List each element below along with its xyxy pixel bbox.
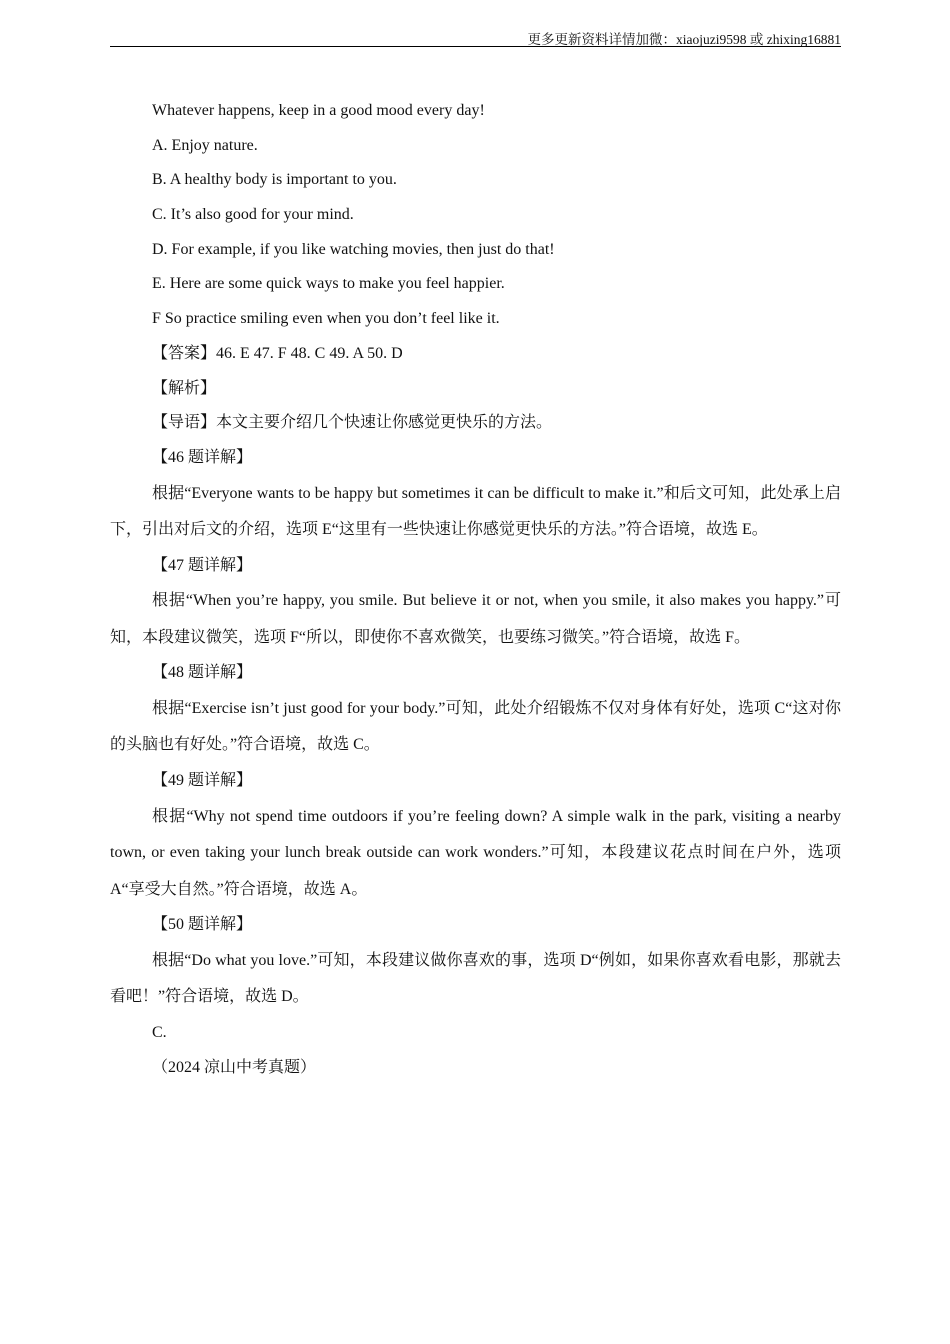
question-source: （2024 凉山中考真题） (152, 1058, 317, 1076)
detail-heading-47: 【47 题详解】 (152, 556, 253, 574)
detail-heading-46: 【46 题详解】 (152, 448, 253, 466)
detail-text-49: 根据“Why not spend time outdoors if you’re feeling down? A simple walk in the park, visiting a nearby town, or even taking your lunch break outside can work wonders.”可知，本段建议花点时间在户外，选项 A“享受大自然。”符合语境，故选 A。 (110, 807, 841, 898)
detail-text-47: 根据“When you’re happy, you smile. But believe it or not, when you smile, it also makes you happy.”可知，本段建议微笑，选项 F“所以，即使你不喜欢微笑，也要练习微笑。”符合语境，故选 F。 (110, 592, 841, 646)
option-e: E. Here are some quick ways to make you feel happier. (152, 275, 505, 293)
detail-text-48: 根据“Exercise isn’t just good for your body.”可知，此处介绍锻炼不仅对身体有好处，选项 C“这对你的头脑也有好处。”符合语境，故选 C。 (110, 699, 841, 754)
answer-key: 【答案】46. E 47. F 48. C 49. A 50. D (152, 344, 403, 362)
header-contact-text: 更多更新资料详情加微：xiaojuzi9598 或 zhixing16881 (527, 32, 841, 47)
option-f: F So practice smiling even when you don’t feel like it. (152, 310, 500, 328)
passage-closing-line: Whatever happens, keep in a good mood every day! (152, 102, 485, 119)
option-b: B. A healthy body is important to you. (152, 171, 397, 189)
option-d: D. For example, if you like watching movies, then just do that! (152, 240, 555, 258)
detail-heading-49: 【49 题详解】 (152, 771, 253, 789)
intro-summary: 【导语】本文主要介绍几个快速让你感觉更快乐的方法。 (152, 414, 553, 432)
document-body (110, 94, 841, 1085)
option-a: A. Enjoy nature. (152, 136, 258, 154)
detail-text-50: 根据“Do what you love.”可知，本段建议做你喜欢的事，选项 D“例如，如果你喜欢看电影，那就去看吧！”符合语境，故选 D。 (110, 951, 841, 1006)
page-header (110, 26, 841, 47)
next-section-label: C. (152, 1023, 167, 1041)
detail-text-46: 根据“Everyone wants to be happy but sometimes it can be difficult to make it.”和后文可知，此处承上启下，引出对后文的介绍，选项 E“这里有一些快速让你感觉更快乐的方法。”符合语境，故选 E。 (110, 484, 841, 539)
detail-heading-48: 【48 题详解】 (152, 664, 253, 682)
detail-heading-50: 【50 题详解】 (152, 916, 253, 934)
option-c: C. It’s also good for your mind. (152, 206, 354, 224)
analysis-heading: 【解析】 (152, 379, 217, 397)
